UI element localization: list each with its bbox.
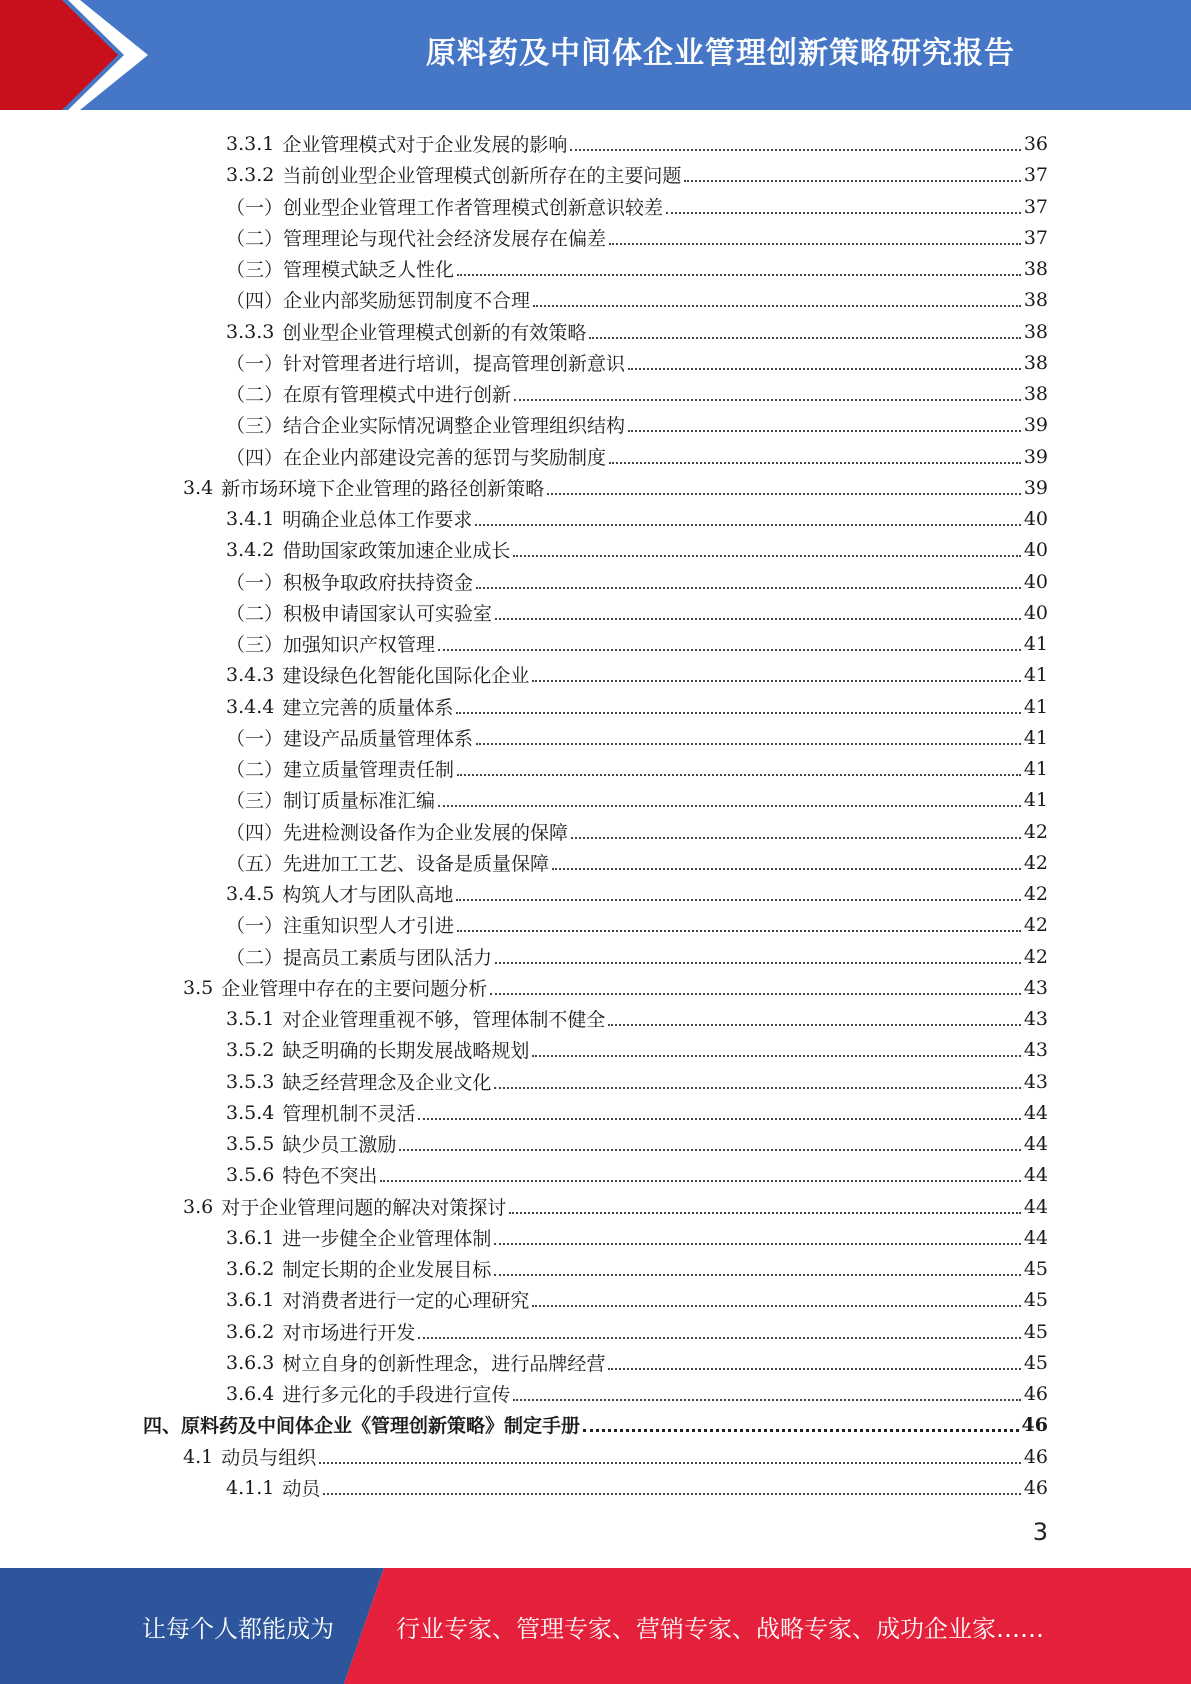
toc-entry-page: 37	[1023, 163, 1048, 186]
toc-leader-dots	[323, 1493, 1020, 1495]
toc-entry[interactable]	[226, 597, 1048, 628]
toc-leader-dots	[319, 1462, 1021, 1464]
toc-entry-title: 明确企业总体工作要求	[282, 509, 473, 531]
toc-entry-title: 对消费者进行一定的心理研究	[282, 1290, 530, 1312]
toc-entry-title: （三）管理模式缺乏人性化	[226, 259, 455, 281]
toc-leader-dots	[457, 274, 1021, 276]
toc-leader-dots	[609, 243, 1021, 245]
toc-leader-dots	[456, 899, 1020, 901]
toc-entry-title: 缺乏明确的长期发展战略规划	[282, 1040, 530, 1062]
toc-leader-dots	[532, 1305, 1020, 1307]
toc-entry-page: 45	[1023, 1351, 1048, 1374]
toc-entry-page: 45	[1023, 1288, 1048, 1311]
toc-leader-dots	[547, 493, 1021, 495]
toc-leader-dots	[438, 805, 1021, 807]
toc-leader-dots	[514, 399, 1021, 401]
header-chevron-icon	[0, 0, 160, 110]
toc-entry[interactable]	[183, 472, 1048, 503]
toc-entry-number: 3.3.2	[226, 163, 275, 186]
toc-entry-title: 创业型企业管理模式创新的有效策略	[282, 322, 587, 344]
toc-entry-page: 41	[1023, 632, 1048, 655]
toc-entry[interactable]	[183, 1441, 1048, 1472]
toc-leader-dots	[628, 368, 1021, 370]
toc-entry-page: 40	[1023, 570, 1048, 593]
toc-entry-title: 管理机制不灵活	[282, 1103, 416, 1125]
toc-entry-page: 42	[1023, 820, 1048, 843]
toc-entry-title: （三）加强知识产权管理	[226, 634, 436, 656]
toc-entry-page: 39	[1023, 445, 1048, 468]
toc-entry-title: （一）积极争取政府扶持资金	[226, 572, 474, 594]
toc-entry[interactable]	[226, 1347, 1048, 1378]
toc-leader-dots	[495, 618, 1021, 620]
toc-entry-title: 对市场进行开发	[282, 1322, 416, 1344]
toc-entry-title: 进行多元化的手段进行宣传	[282, 1384, 511, 1406]
toc-leader-dots	[666, 212, 1021, 214]
toc-entry-number: 3.6.1	[226, 1288, 275, 1311]
toc-leader-dots	[589, 337, 1020, 339]
toc-entry-number: 4.1.1	[226, 1476, 275, 1499]
toc-entry[interactable]	[226, 909, 1048, 940]
toc-entry[interactable]	[226, 191, 1048, 222]
toc-entry-number: 3.6.1	[226, 1226, 275, 1249]
toc-entry-page: 38	[1023, 288, 1048, 311]
toc-entry[interactable]	[226, 691, 1048, 722]
toc-entry-title: 四、原料药及中间体企业《管理创新策略》制定手册	[143, 1415, 581, 1437]
toc-entry-title: 特色不突出	[282, 1165, 378, 1187]
toc-entry[interactable]	[183, 1191, 1048, 1222]
toc-entry-title: （二）管理理论与现代社会经济发展存在偏差	[226, 228, 607, 250]
toc-entry[interactable]	[226, 1003, 1048, 1034]
toc-entry-number: 3.6.3	[226, 1351, 275, 1374]
toc-entry[interactable]	[226, 1128, 1048, 1159]
toc-entry-title: 建设绿色化智能化国际化企业	[282, 665, 530, 687]
toc-entry-number: 3.5.5	[226, 1132, 275, 1155]
toc-entry-page: 41	[1023, 695, 1048, 718]
toc-leader-dots	[609, 462, 1021, 464]
toc-leader-dots	[495, 962, 1021, 964]
toc-leader-dots	[494, 1243, 1020, 1245]
toc-entry-page: 41	[1023, 788, 1048, 811]
toc-leader-dots	[513, 555, 1020, 557]
toc-leader-dots	[608, 1024, 1020, 1026]
toc-entry-number: 3.4.4	[226, 695, 275, 718]
toc-entry-title: 树立自身的创新性理念，进行品牌经营	[282, 1353, 606, 1375]
toc-entry[interactable]	[226, 816, 1048, 847]
toc-entry[interactable]	[226, 1066, 1048, 1097]
toc-entry[interactable]	[226, 628, 1048, 659]
report-title: 原料药及中间体企业管理创新策略研究报告	[426, 36, 1015, 71]
toc-entry-number: 3.5.2	[226, 1038, 275, 1061]
toc-entry-title: （一）创业型企业管理工作者管理模式创新意识较差	[226, 197, 664, 219]
toc-entry-title: （四）企业内部奖励惩罚制度不合理	[226, 290, 531, 312]
toc-entry[interactable]	[226, 1378, 1048, 1409]
toc-entry[interactable]	[226, 534, 1048, 565]
toc-leader-dots	[552, 868, 1021, 870]
toc-entry[interactable]	[226, 316, 1048, 347]
toc-leader-dots	[457, 930, 1021, 932]
toc-leader-dots	[399, 1149, 1020, 1151]
toc-leader-dots	[533, 305, 1021, 307]
toc-entry-page: 44	[1023, 1101, 1048, 1124]
toc-entry-title: （二）提高员工素质与团队活力	[226, 947, 493, 969]
toc-entry[interactable]	[226, 1316, 1048, 1347]
toc-entry-title: 建立完善的质量体系	[282, 697, 454, 719]
toc-entry-page: 36	[1023, 132, 1048, 155]
toc-entry[interactable]	[226, 1472, 1048, 1503]
toc-leader-dots	[571, 837, 1021, 839]
toc-entry-number: 3.4.5	[226, 882, 275, 905]
toc-entry-page: 37	[1023, 226, 1048, 249]
toc-entry[interactable]	[226, 722, 1048, 753]
toc-entry-title: （二）积极申请国家认可实验室	[226, 603, 493, 625]
footer-slogan-left: 让每个人都能成为	[142, 1614, 334, 1643]
toc-entry-number: 3.5.6	[226, 1163, 275, 1186]
toc-entry[interactable]	[226, 878, 1048, 909]
toc-entry-page: 40	[1023, 601, 1048, 624]
toc-entry[interactable]	[226, 441, 1048, 472]
toc-entry-title: （一）注重知识型人才引进	[226, 915, 455, 937]
toc-entry-page: 38	[1023, 351, 1048, 374]
toc-entry-title: （五）先进加工工艺、设备是质量保障	[226, 853, 550, 875]
toc-leader-dots	[608, 1368, 1020, 1370]
toc-entry-number: 3.6.2	[226, 1257, 275, 1280]
toc-entry-page: 46	[1023, 1476, 1048, 1499]
toc-entry-title: （一）建设产品质量管理体系	[226, 728, 474, 750]
toc-leader-dots	[380, 1180, 1020, 1182]
toc-leader-dots	[684, 180, 1020, 182]
toc-entry-page: 44	[1023, 1195, 1048, 1218]
toc-leader-dots	[532, 680, 1020, 682]
toc-entry-page: 44	[1023, 1226, 1048, 1249]
toc-entry-page: 46	[1021, 1413, 1048, 1436]
page-number: 3	[1032, 1518, 1048, 1546]
toc-leader-dots	[490, 993, 1021, 995]
toc-entry-title: 动员	[282, 1478, 321, 1500]
toc-entry-number: 3.6.4	[226, 1382, 275, 1405]
toc-entry-page: 38	[1023, 382, 1048, 405]
toc-entry-title: （二）在原有管理模式中进行创新	[226, 384, 512, 406]
toc-entry-title: （二）建立质量管理责任制	[226, 759, 455, 781]
toc-entry-page: 45	[1023, 1320, 1048, 1343]
toc-leader-dots	[476, 743, 1021, 745]
toc-leader-dots	[494, 1087, 1020, 1089]
toc-entry-page: 39	[1023, 476, 1048, 499]
toc-entry-title: 对于企业管理问题的解决对策探讨	[221, 1197, 507, 1219]
toc-entry-title: 借助国家政策加速企业成长	[282, 540, 511, 562]
page-footer	[0, 1568, 1191, 1684]
toc-entry-page: 39	[1023, 413, 1048, 436]
toc-leader-dots	[628, 430, 1021, 432]
toc-entry-page: 46	[1023, 1382, 1048, 1405]
toc-leader-dots	[494, 1274, 1020, 1276]
toc-entry-number: 3.5.1	[226, 1007, 275, 1030]
toc-entry[interactable]	[226, 409, 1048, 440]
toc-entry-title: 企业管理中存在的主要问题分析	[221, 978, 488, 1000]
toc-leader-dots	[457, 774, 1021, 776]
toc-entry[interactable]	[226, 159, 1048, 190]
toc-entry-page: 40	[1023, 507, 1048, 530]
toc-entry[interactable]	[226, 1034, 1048, 1065]
toc-entry-title: 构筑人才与团队高地	[282, 884, 454, 906]
toc-entry-page: 37	[1023, 195, 1048, 218]
toc-leader-dots	[476, 587, 1021, 589]
toc-entry[interactable]	[226, 128, 1048, 159]
toc-entry[interactable]	[226, 1284, 1048, 1315]
toc-entry-title: 进一步健全企业管理体制	[282, 1228, 492, 1250]
toc-leader-dots	[418, 1118, 1020, 1120]
toc-entry-page: 43	[1023, 1038, 1048, 1061]
toc-entry[interactable]	[226, 378, 1048, 409]
toc-entry[interactable]	[226, 1222, 1048, 1253]
toc-entry[interactable]	[226, 659, 1048, 690]
toc-entry-title: （四）在企业内部建设完善的惩罚与奖励制度	[226, 447, 607, 469]
toc-entry[interactable]	[226, 284, 1048, 315]
toc-entry-page: 44	[1023, 1163, 1048, 1186]
toc-leader-dots	[438, 649, 1021, 651]
toc-entry-title: 企业管理模式对于企业发展的影响	[282, 134, 568, 156]
toc-entry-page: 38	[1023, 320, 1048, 343]
toc-entry-page: 41	[1023, 726, 1048, 749]
toc-entry-page: 42	[1023, 913, 1048, 936]
toc-leader-dots	[583, 1429, 1019, 1432]
toc-leader-dots	[532, 1055, 1020, 1057]
toc-entry-title: 制定长期的企业发展目标	[282, 1259, 492, 1281]
toc-entry-title: 动员与组织	[221, 1447, 317, 1469]
toc-entry-number: 3.6.2	[226, 1320, 275, 1343]
toc-entry-number: 3.5.3	[226, 1070, 275, 1093]
toc-entry-page: 38	[1023, 257, 1048, 280]
toc-entry-page: 42	[1023, 945, 1048, 968]
toc-entry-number: 3.4	[183, 476, 214, 499]
toc-entry[interactable]	[183, 972, 1048, 1003]
toc-entry-page: 40	[1023, 538, 1048, 561]
toc-entry-page: 45	[1023, 1257, 1048, 1280]
toc-entry-page: 41	[1023, 663, 1048, 686]
toc-entry-page: 43	[1023, 1070, 1048, 1093]
toc-leader-dots	[509, 1212, 1021, 1214]
toc-entry-page: 43	[1023, 976, 1048, 999]
toc-entry-page: 46	[1023, 1445, 1048, 1468]
toc-entry-page: 44	[1023, 1132, 1048, 1155]
toc-entry-title: 当前创业型企业管理模式创新所存在的主要问题	[282, 165, 682, 187]
toc-entry[interactable]	[226, 941, 1048, 972]
toc-leader-dots	[456, 712, 1020, 714]
toc-entry[interactable]	[226, 347, 1048, 378]
toc-entry-title: （三）制订质量标准汇编	[226, 790, 436, 812]
toc-entry-title: 缺少员工激励	[282, 1134, 397, 1156]
toc-entry-number: 3.5.4	[226, 1101, 275, 1124]
page-header	[0, 0, 1191, 110]
toc-leader-dots	[475, 524, 1020, 526]
toc-entry-number: 4.1	[183, 1445, 214, 1468]
toc-entry[interactable]	[226, 253, 1048, 284]
toc-leader-dots	[570, 149, 1020, 151]
toc-entry[interactable]	[226, 1253, 1048, 1284]
footer-slogan-right: 行业专家、管理专家、营销专家、战略专家、成功企业家……	[396, 1614, 1044, 1643]
toc-entry[interactable]	[143, 1409, 1048, 1440]
toc-entry-number: 3.4.1	[226, 507, 275, 530]
toc-entry[interactable]	[226, 1159, 1048, 1190]
toc-entry-title: 缺乏经营理念及企业文化	[282, 1072, 492, 1094]
toc-entry-title: （四）先进检测设备作为企业发展的保障	[226, 822, 569, 844]
toc-entry[interactable]	[226, 753, 1048, 784]
toc-entry-number: 3.3.1	[226, 132, 275, 155]
toc-entry-number: 3.4.3	[226, 663, 275, 686]
toc-entry[interactable]	[226, 503, 1048, 534]
toc-entry-page: 41	[1023, 757, 1048, 780]
toc-leader-dots	[418, 1337, 1020, 1339]
toc-entry-title: （三）结合企业实际情况调整企业管理组织结构	[226, 415, 626, 437]
toc-entry[interactable]	[226, 1097, 1048, 1128]
toc-entry-number: 3.3.3	[226, 320, 275, 343]
toc-entry-page: 42	[1023, 882, 1048, 905]
toc-entry[interactable]	[226, 222, 1048, 253]
toc-entry-page: 42	[1023, 851, 1048, 874]
toc-entry-number: 3.5	[183, 976, 214, 999]
toc-entry-number: 3.4.2	[226, 538, 275, 561]
toc-leader-dots	[513, 1399, 1020, 1401]
toc-entry-title: 对企业管理重视不够，管理体制不健全	[282, 1009, 606, 1031]
toc-entry-title: （一）针对管理者进行培训，提高管理创新意识	[226, 353, 626, 375]
toc-entry[interactable]	[226, 784, 1048, 815]
toc-entry[interactable]	[226, 847, 1048, 878]
toc-entry-title: 新市场环境下企业管理的路径创新策略	[221, 478, 545, 500]
toc-entry-page: 43	[1023, 1007, 1048, 1030]
toc-entry[interactable]	[226, 566, 1048, 597]
toc-entry-number: 3.6	[183, 1195, 214, 1218]
